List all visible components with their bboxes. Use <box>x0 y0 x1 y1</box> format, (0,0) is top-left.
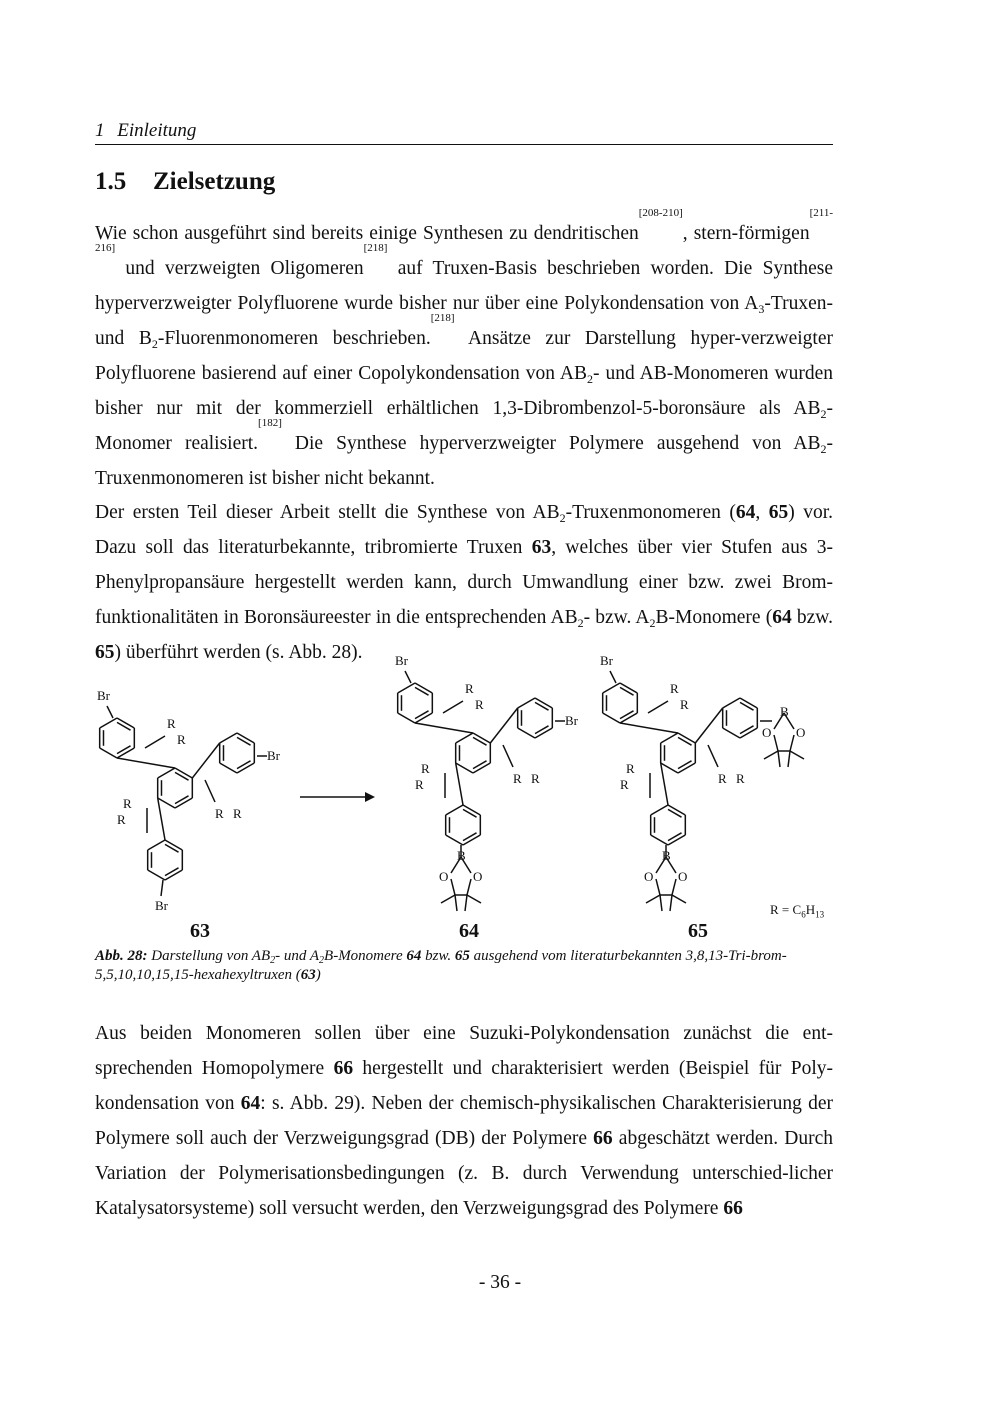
bond <box>473 733 490 743</box>
bond <box>695 708 722 743</box>
bond <box>175 768 192 778</box>
bond <box>455 895 457 911</box>
bond <box>443 701 463 713</box>
bond <box>165 840 182 850</box>
bond <box>148 870 165 880</box>
paragraph-2: Der ersten Teil dieser Arbeit stellt die Synthese von $AB_2$-Truxenmonomeren (64, 65) vor. Dazu soll das literaturbekannte, tribromierte Truxen 63, welches über vier Stufen aus 3-Phenylpropansäure hergestellt werden kann, durch Umwandlung einer bzw. zwei Brom-funktionalitäten in Boronsäureester in die entsprechenden $AB_2-$ bzw. $A_2B$-Monomere (64 bzw. 65) überführt werden (s. Abb. 28). <box>95 502 833 663</box>
bond <box>446 835 463 845</box>
bond <box>463 805 480 815</box>
bond <box>117 722 131 730</box>
bond <box>451 879 455 895</box>
citation: [218] <box>363 242 388 254</box>
bond <box>165 868 179 876</box>
chapter-title: Einleitung <box>117 120 197 141</box>
oxygen-atom: O <box>678 869 688 884</box>
compound-label-64: 64 <box>459 920 479 942</box>
r-group-definition: $R = C_6H_{13}$ <box>770 902 825 920</box>
r-group: R <box>531 771 540 786</box>
bond <box>603 683 620 693</box>
bond <box>603 713 620 723</box>
oxygen-atom: O <box>473 869 483 884</box>
bond <box>473 763 490 773</box>
oxygen-atom: O <box>796 725 806 740</box>
bromine-atom: Br <box>600 653 613 668</box>
r-group: R <box>233 806 242 821</box>
bond <box>788 751 790 767</box>
bond <box>651 835 668 845</box>
bond <box>456 763 473 773</box>
bromine-atom: Br <box>155 898 168 913</box>
bond <box>145 736 165 748</box>
bond <box>100 718 117 728</box>
bond <box>441 895 455 903</box>
bond <box>678 763 695 773</box>
r-group: R <box>680 697 689 712</box>
bond <box>415 711 429 719</box>
bond <box>165 870 182 880</box>
r-group: R <box>465 681 474 696</box>
bond <box>415 687 429 695</box>
oxygen-atom: O <box>644 869 654 884</box>
bond <box>620 711 634 719</box>
bond <box>220 733 237 743</box>
bromine-atom: Br <box>267 748 280 763</box>
citation: [218] <box>430 312 455 324</box>
bond <box>415 723 473 733</box>
bond <box>740 702 754 710</box>
bond <box>158 798 175 808</box>
chapter-number: 1 <box>95 120 105 141</box>
bond <box>405 671 411 683</box>
bond <box>723 728 740 738</box>
bond <box>620 723 678 733</box>
bond <box>463 833 477 841</box>
bond <box>656 879 660 895</box>
bond <box>740 728 757 738</box>
bond <box>670 895 672 911</box>
citation: [182] <box>258 417 282 429</box>
bond <box>463 835 480 845</box>
bromine-atom: Br <box>395 653 408 668</box>
bond <box>708 745 718 767</box>
bond <box>465 895 467 911</box>
r-group: R <box>215 806 224 821</box>
bond <box>237 761 251 769</box>
bond <box>161 880 163 896</box>
bond <box>620 713 637 723</box>
bond <box>473 737 487 745</box>
citation: [211-216] <box>95 207 833 254</box>
section-heading <box>95 168 275 196</box>
r-group: R <box>177 732 186 747</box>
bond <box>117 746 131 754</box>
bond <box>456 733 473 743</box>
bond <box>237 733 254 743</box>
r-group: R <box>123 796 132 811</box>
bond <box>668 835 685 845</box>
boron-atom: B <box>662 848 671 863</box>
bond <box>535 702 549 710</box>
bond <box>678 737 692 745</box>
bond <box>175 772 189 780</box>
bond <box>467 879 471 895</box>
oxygen-atom: O <box>762 725 772 740</box>
bond <box>175 798 192 808</box>
reaction-scheme-figure <box>95 653 833 943</box>
bond <box>661 763 668 805</box>
bond <box>740 698 757 708</box>
r-group: R <box>421 761 430 776</box>
bond <box>661 763 678 773</box>
bond <box>678 733 695 743</box>
bond <box>518 698 535 708</box>
r-group: R <box>620 777 629 792</box>
bond <box>107 706 113 718</box>
bond <box>668 805 685 815</box>
bond <box>473 761 487 769</box>
r-group: R <box>513 771 522 786</box>
r-group: R <box>167 716 176 731</box>
section-number: 1.5 <box>95 168 127 195</box>
bond <box>100 748 117 758</box>
bond <box>661 733 678 743</box>
section-title: Zielsetzung <box>153 168 276 195</box>
bond <box>774 735 778 751</box>
bond <box>446 805 463 815</box>
bromine-atom: Br <box>97 688 110 703</box>
bond <box>158 768 175 778</box>
bond <box>205 780 215 802</box>
bond <box>398 713 415 723</box>
page-number: - 36 - <box>478 1272 522 1293</box>
bond <box>503 745 513 767</box>
bond <box>790 751 804 759</box>
chemical-structures <box>100 671 804 911</box>
bond <box>117 758 175 768</box>
r-group: R <box>415 777 424 792</box>
bromine-atom: Br <box>565 713 578 728</box>
bond <box>620 687 634 695</box>
r-group: R <box>670 681 679 696</box>
bond <box>620 683 637 693</box>
r-group: R <box>117 812 126 827</box>
bond <box>415 713 432 723</box>
caption-label: Abb. 28: <box>95 948 148 964</box>
bond <box>646 895 660 903</box>
bond <box>790 735 794 751</box>
oxygen-atom: O <box>439 869 449 884</box>
boron-atom: B <box>780 704 789 719</box>
bond <box>490 708 517 743</box>
bond <box>764 751 778 759</box>
bond <box>535 698 552 708</box>
bond <box>165 844 179 852</box>
running-header <box>95 120 833 145</box>
r-group: R <box>475 697 484 712</box>
bond <box>668 833 682 841</box>
bond <box>535 728 552 738</box>
bond <box>398 683 415 693</box>
bond <box>463 809 477 817</box>
bond <box>237 763 254 773</box>
bond <box>723 698 740 708</box>
atom-labels <box>97 653 805 913</box>
r-group: R <box>718 771 727 786</box>
bond <box>610 671 616 683</box>
bond <box>467 895 481 903</box>
r-group: R <box>626 761 635 776</box>
boron-atom: B <box>457 848 466 863</box>
bond <box>678 761 692 769</box>
bond <box>672 879 676 895</box>
bond <box>415 683 432 693</box>
bond <box>192 743 219 778</box>
bond <box>456 763 463 805</box>
bond <box>117 718 134 728</box>
paragraph-3: Aus beiden Monomeren sollen über eine Suzuki-Polykondensation zunächst die ent-sprechenden Homopolymere 66 hergestellt und charakterisiert werden (Beispiel für Poly-kondensation von 64: s. Abb. 29). Neben der chemisch-physikalischen Charakterisierung der Polymere soll auch der Verzweigungsgrad (DB) der Polymere 66 abgeschätzt werden. Durch Variation der Polymerisationsbedingungen (z. B. durch Verwendung unterschied-licher Katalysatorsysteme) soll versucht werden, den Verzweigungsgrad des Polymere 66 <box>95 1023 833 1219</box>
bond <box>237 737 251 745</box>
bond <box>668 809 682 817</box>
r-group: R <box>736 771 745 786</box>
citation: [208-210] <box>638 207 683 219</box>
compound-label-65: 65 <box>688 920 708 942</box>
bond <box>220 763 237 773</box>
bond <box>518 728 535 738</box>
bond <box>672 895 686 903</box>
bond <box>740 726 754 734</box>
bond <box>651 805 668 815</box>
compound-label-63: 63 <box>190 920 210 942</box>
paragraph-1: Wie schon ausgeführt sind bereits einige Synthesen zu dendritischen[208-210], stern-förmigen[211-216] und verzweigten Oligomeren[218] auf Truxen-Basis beschrieben worden. Die Synthese hyperverzweigter Polyfluorene wurde bisher nur über eine Polykondensation von $A_3-Truxen-$ und $B_2$-Fluorenmonomeren beschrieben.[218] Ansätze zur Darstellung hyper-verzweigter Polyfluorene basierend auf einer Copolykondensation von $AB_2-$ und AB-Monomeren wurden bisher nur mit der kommerziell erhältlichen 1,3-Dibrombenzol-5-boronsäure als $AB_2$-Monomer realisiert.[182] Die Synthese hyperverzweigter Polymere ausgehend von $AB_2$-Truxenmonomeren ist bisher nicht bekannt. <box>95 207 834 489</box>
bond <box>778 751 780 767</box>
reaction-arrow <box>300 792 375 802</box>
figure-caption: Abb. 28: Darstellung von $AB_2-$ und $A_2B$-Monomere 64 bzw. 65 ausgehend vom literaturbekannten 3,8,13-Tri-brom-5,5,10,10,15,15-hexahexyltruxen (63) <box>95 948 787 983</box>
bond <box>148 840 165 850</box>
bond <box>660 895 662 911</box>
bond <box>158 798 165 840</box>
bond <box>117 748 134 758</box>
bond <box>648 701 668 713</box>
bond <box>175 796 189 804</box>
bond <box>535 726 549 734</box>
